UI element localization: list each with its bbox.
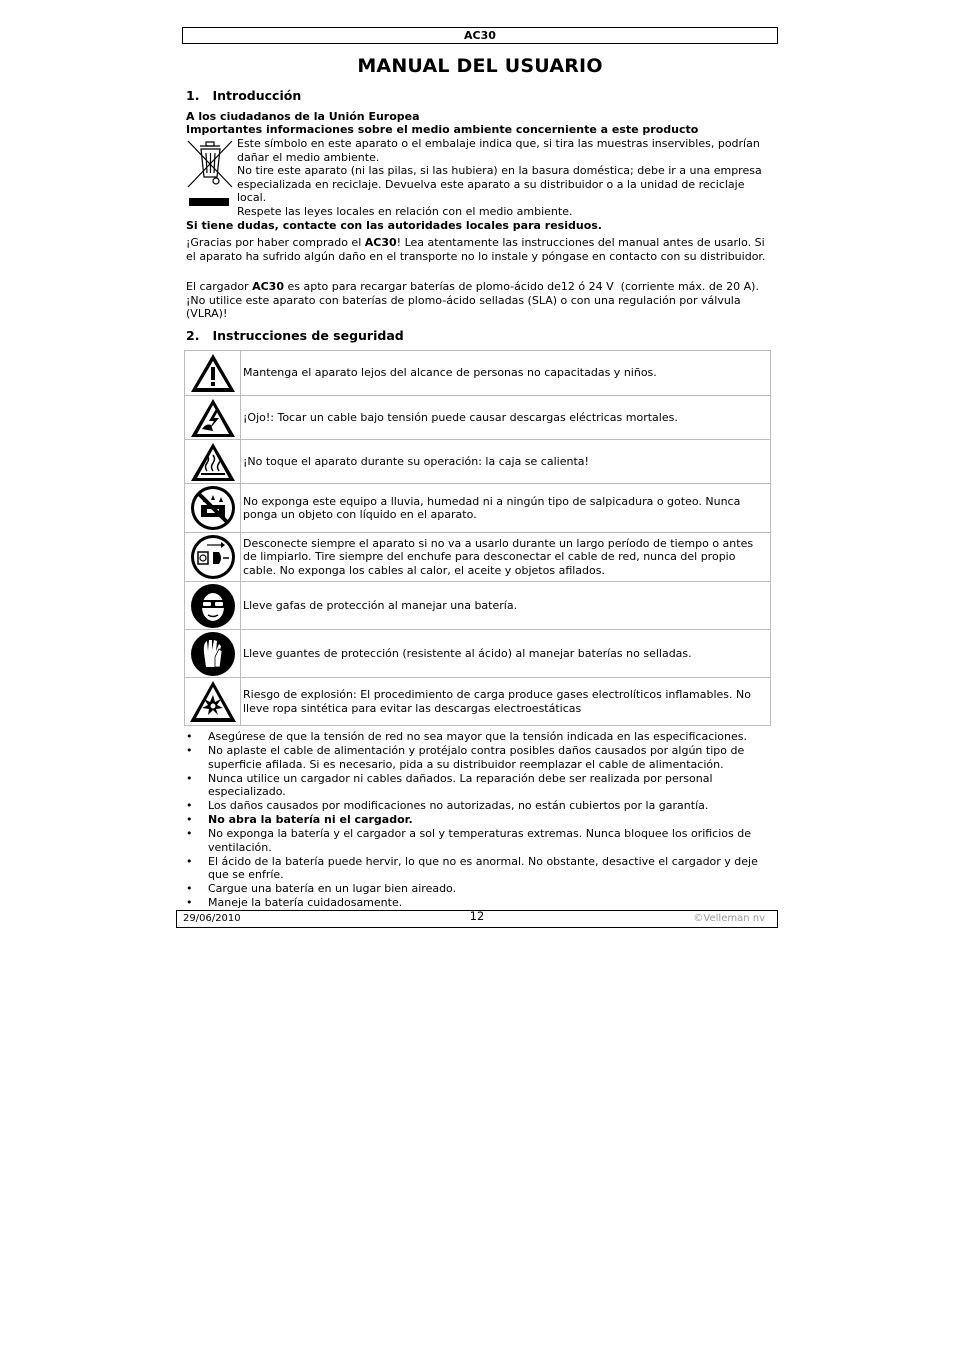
bullet-symbol: • [186, 744, 193, 757]
model-name: AC30 [252, 280, 284, 293]
footer-date: 29/06/2010 [183, 913, 241, 924]
footer-copyright: ©Velleman nv [693, 913, 765, 924]
bullet-text: No abra la batería ni el cargador. [208, 813, 413, 826]
page-title: MANUAL DEL USUARIO [357, 55, 603, 77]
section-heading-safety: 2. Instrucciones de seguridad [186, 328, 404, 343]
environment-heading: Importantes informaciones sobre el medio ambiente concerniente a este producto [186, 123, 699, 136]
electric-shock-icon [189, 397, 237, 439]
bullet-text: Nunca utilice un cargador ni cables dañados. La reparación debe ser realizada por personal especializado. [208, 771, 713, 798]
page-number: 12 [469, 909, 485, 923]
safety-row [185, 440, 771, 484]
safety-icon-cell [185, 533, 241, 582]
safety-text: No exponga este equipo a lluvia, humedad ni a ningún tipo de salpicadura o goteo. Nunca ponga un objeto con líquido en el aparato. [241, 484, 771, 533]
safety-row [185, 533, 771, 582]
safety-bullet-list [186, 730, 776, 910]
explosion-risk-icon [188, 679, 238, 725]
safety-text: Lleve gafas de protección al manejar una batería. [241, 582, 771, 630]
safety-text: Desconecte siempre el aparato si no va a usarlo durante un largo período de tiempo o antes de limpiarlo. Tire siempre del enchufe para desconectar el cable de red, nunca del propio cable. No exponga los cables al calor, el aceite y objetos afilados. [241, 533, 771, 582]
list-item [186, 855, 776, 882]
weee-line-1: Este símbolo en este aparato o el embalaje indica que, si tira las muestras inservibles, podrían dañar el medio ambiente. [237, 137, 760, 164]
safety-row [185, 582, 771, 630]
bullet-symbol: • [186, 771, 193, 785]
thanks-post: ! Lea atentamente las instrucciones del manual antes de usarlo. Si el aparato ha sufrido algún daño en el transporte no lo instale y póngase en contacto con su distribuidor. [186, 236, 766, 263]
page-header: AC30 [182, 27, 778, 44]
safety-gloves-icon [189, 631, 237, 677]
safety-icon-cell [185, 396, 241, 440]
list-item [186, 882, 776, 896]
list-item [186, 799, 776, 813]
bullet-text: Los daños causados por modificaciones no autorizadas, no están cubiertos por la garantía. [208, 799, 709, 812]
list-item [186, 827, 776, 854]
no-water-icon [189, 485, 237, 531]
bullet-symbol: • [186, 799, 193, 812]
safety-text: ¡Ojo!: Tocar un cable bajo tensión puede causar descargas eléctricas mortales. [241, 396, 771, 440]
safety-table [184, 350, 771, 726]
safety-icon-cell [185, 351, 241, 396]
weee-black-bar [189, 198, 229, 206]
bullet-symbol: • [186, 730, 193, 743]
safety-icon-cell [185, 678, 241, 726]
bullet-symbol: • [186, 896, 193, 909]
weee-notice [237, 137, 777, 218]
safety-icon-cell [185, 582, 241, 630]
bullet-text: No exponga la batería y el cargador a sol y temperaturas extremas. Nunca bloquee los orificios de ventilación. [208, 827, 751, 854]
weee-bin-icon [186, 139, 234, 189]
bullet-symbol: • [186, 827, 193, 840]
unplug-icon [189, 534, 237, 580]
charger-post: es apto para recargar baterías de plomo-ácido de12 ó 24 V (corriente máx. de 20 A). ¡No utilice este aparato con baterías de plomo-ácido selladas (SLA) o con una regulación por válvula (VLRA)! [186, 280, 759, 320]
safety-icon-cell [185, 484, 241, 533]
list-item [186, 896, 776, 910]
bullet-text: El ácido de la batería puede hervir, lo que no es anormal. No obstante, desactive el cargador y deje que se enfríe. [208, 854, 758, 881]
safety-text: Lleve guantes de protección (resistente al ácido) al manejar baterías no selladas. [241, 630, 771, 678]
weee-line-3: Respete las leyes locales en relación con el medio ambiente. [237, 204, 573, 218]
bullet-text: Cargue una batería en un lugar bien aireado. [208, 882, 457, 895]
charger-paragraph [186, 280, 776, 321]
list-item [186, 744, 776, 771]
bullet-symbol: • [186, 882, 193, 895]
weee-line-2: No tire este aparato (ni las pilas, si las hubiera) en la basura doméstica; debe ir a una empresa especializada en reciclaje. Devuelva este aparato a su distribuidor o a la unidad de reciclaje local. [237, 164, 762, 204]
doubts-notice: Si tiene dudas, contacte con las autoridades locales para residuos. [186, 219, 602, 232]
safety-icon-cell [185, 440, 241, 484]
bullet-symbol: • [186, 854, 193, 868]
safety-icon-cell [185, 630, 241, 678]
bullet-text: Maneje la batería cuidadosamente. [208, 896, 403, 909]
list-item [186, 730, 776, 744]
section-heading-introduction: 1. Introducción [186, 88, 302, 103]
safety-row [185, 630, 771, 678]
safety-row [185, 396, 771, 440]
safety-row [185, 678, 771, 726]
bullet-text: Asegúrese de que la tensión de red no sea mayor que la tensión indicada en las especificaciones. [208, 730, 747, 743]
safety-row [185, 351, 771, 396]
safety-text: ¡No toque el aparato durante su operación: la caja se calienta! [241, 440, 771, 484]
warning-triangle-icon [189, 352, 237, 394]
safety-text: Mantenga el aparato lejos del alcance de personas no capacitadas y niños. [241, 351, 771, 396]
list-item [186, 813, 776, 827]
charger-pre: El cargador [186, 280, 253, 293]
safety-text: Riesgo de explosión: El procedimiento de carga produce gases electrolíticos inflamables. No lleve ropa sintética para evitar las descargas electroestáticas [241, 678, 771, 726]
thanks-paragraph [186, 236, 776, 263]
model-name: AC30 [364, 236, 397, 249]
hot-surface-icon [189, 441, 237, 483]
safety-goggles-icon [189, 583, 237, 629]
bullet-text: No aplaste el cable de alimentación y protéjalo contra posibles daños causados por algún tipo de superficie afilada. Si es necesario, pida a su distribuidor reemplazar el cable de alimentación. [208, 744, 745, 771]
eu-heading: A los ciudadanos de la Unión Europea [186, 110, 420, 123]
thanks-pre: ¡Gracias por haber comprado el [186, 236, 365, 249]
bullet-symbol: • [186, 813, 193, 826]
list-item [186, 772, 776, 799]
page-footer [176, 910, 778, 928]
safety-row [185, 484, 771, 533]
